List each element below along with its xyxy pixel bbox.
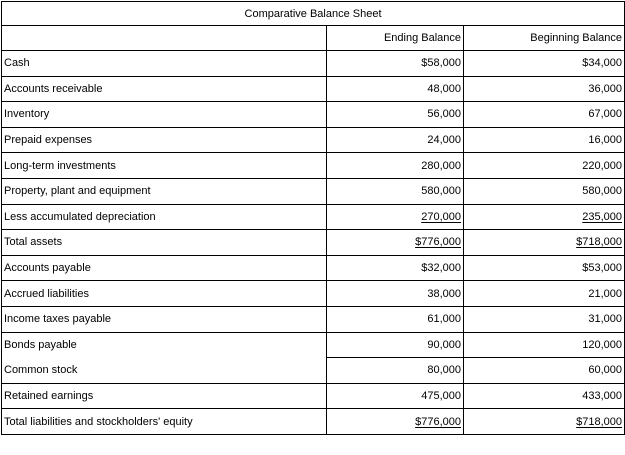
row-label: Accounts receivable	[2, 76, 327, 102]
ending-value: 475,000	[327, 383, 464, 409]
ending-value: $58,000	[327, 51, 464, 77]
title-row	[2, 2, 625, 26]
ending-value	[327, 230, 464, 256]
ending-value	[327, 204, 464, 230]
ending-value: $32,000	[327, 255, 464, 281]
table-row	[2, 51, 625, 77]
ending-value: 38,000	[327, 281, 464, 307]
row-label: Total assets	[2, 230, 327, 256]
table-row	[2, 255, 625, 281]
table-row	[2, 281, 625, 307]
beginning-value: 21,000	[464, 281, 625, 307]
ending-grand-total-underlined: $776,000	[415, 415, 461, 428]
row-label: Accounts payable	[2, 255, 327, 281]
comparative-balance-sheet-table	[1, 1, 625, 435]
header-blank-cell	[2, 26, 327, 51]
row-label: Long-term investments	[2, 153, 327, 179]
row-label: Cash	[2, 51, 327, 77]
row-label: Less accumulated depreciation	[2, 204, 327, 230]
ending-value: 48,000	[327, 76, 464, 102]
ending-value: 80,000	[327, 358, 464, 384]
row-label: Retained earnings	[2, 383, 327, 409]
table-row	[2, 383, 625, 409]
table-row	[2, 358, 625, 384]
table-row	[2, 153, 625, 179]
beginning-value	[464, 409, 625, 435]
row-label: Prepaid expenses	[2, 127, 327, 153]
table-row	[2, 178, 625, 204]
row-label: Inventory	[2, 102, 327, 128]
table-row	[2, 127, 625, 153]
beginning-value: 580,000	[464, 178, 625, 204]
ending-value: 280,000	[327, 153, 464, 179]
table-row	[2, 332, 625, 358]
row-label: Common stock	[2, 358, 327, 384]
header-beginning-balance: Beginning Balance	[464, 26, 625, 51]
beginning-value: $53,000	[464, 255, 625, 281]
beginning-value: 31,000	[464, 306, 625, 332]
header-row	[2, 26, 625, 51]
beginning-value: $34,000	[464, 51, 625, 77]
table-row	[2, 76, 625, 102]
beginning-value	[464, 204, 625, 230]
row-label: Accrued liabilities	[2, 281, 327, 307]
beginning-value: 220,000	[464, 153, 625, 179]
ending-value: 61,000	[327, 306, 464, 332]
beginning-value: 36,000	[464, 76, 625, 102]
table-row	[2, 230, 625, 256]
header-ending-balance: Ending Balance	[327, 26, 464, 51]
beginning-value: 120,000	[464, 332, 625, 358]
ending-value-underlined: 270,000	[421, 210, 461, 223]
row-label: Property, plant and equipment	[2, 178, 327, 204]
beginning-value	[464, 230, 625, 256]
beginning-grand-total-underlined: $718,000	[576, 415, 623, 428]
beginning-value: 60,000	[464, 358, 625, 384]
table-row	[2, 102, 625, 128]
table-row	[2, 409, 625, 435]
table-row	[2, 306, 625, 332]
beginning-total-underlined: $718,000	[576, 236, 623, 249]
beginning-value: 67,000	[464, 102, 625, 128]
ending-value: 90,000	[327, 332, 464, 358]
beginning-value: 16,000	[464, 127, 625, 153]
row-label: Income taxes payable	[2, 306, 327, 332]
ending-total-underlined: $776,000	[415, 236, 461, 249]
table-row	[2, 204, 625, 230]
ending-value	[327, 409, 464, 435]
ending-value: 580,000	[327, 178, 464, 204]
beginning-value-underlined: 235,000	[582, 210, 623, 223]
sheet-title: Comparative Balance Sheet	[2, 2, 625, 26]
row-label: Total liabilities and stockholders' equity	[2, 409, 327, 435]
row-label: Bonds payable	[2, 332, 327, 358]
beginning-value: 433,000	[464, 383, 625, 409]
ending-value: 24,000	[327, 127, 464, 153]
ending-value: 56,000	[327, 102, 464, 128]
